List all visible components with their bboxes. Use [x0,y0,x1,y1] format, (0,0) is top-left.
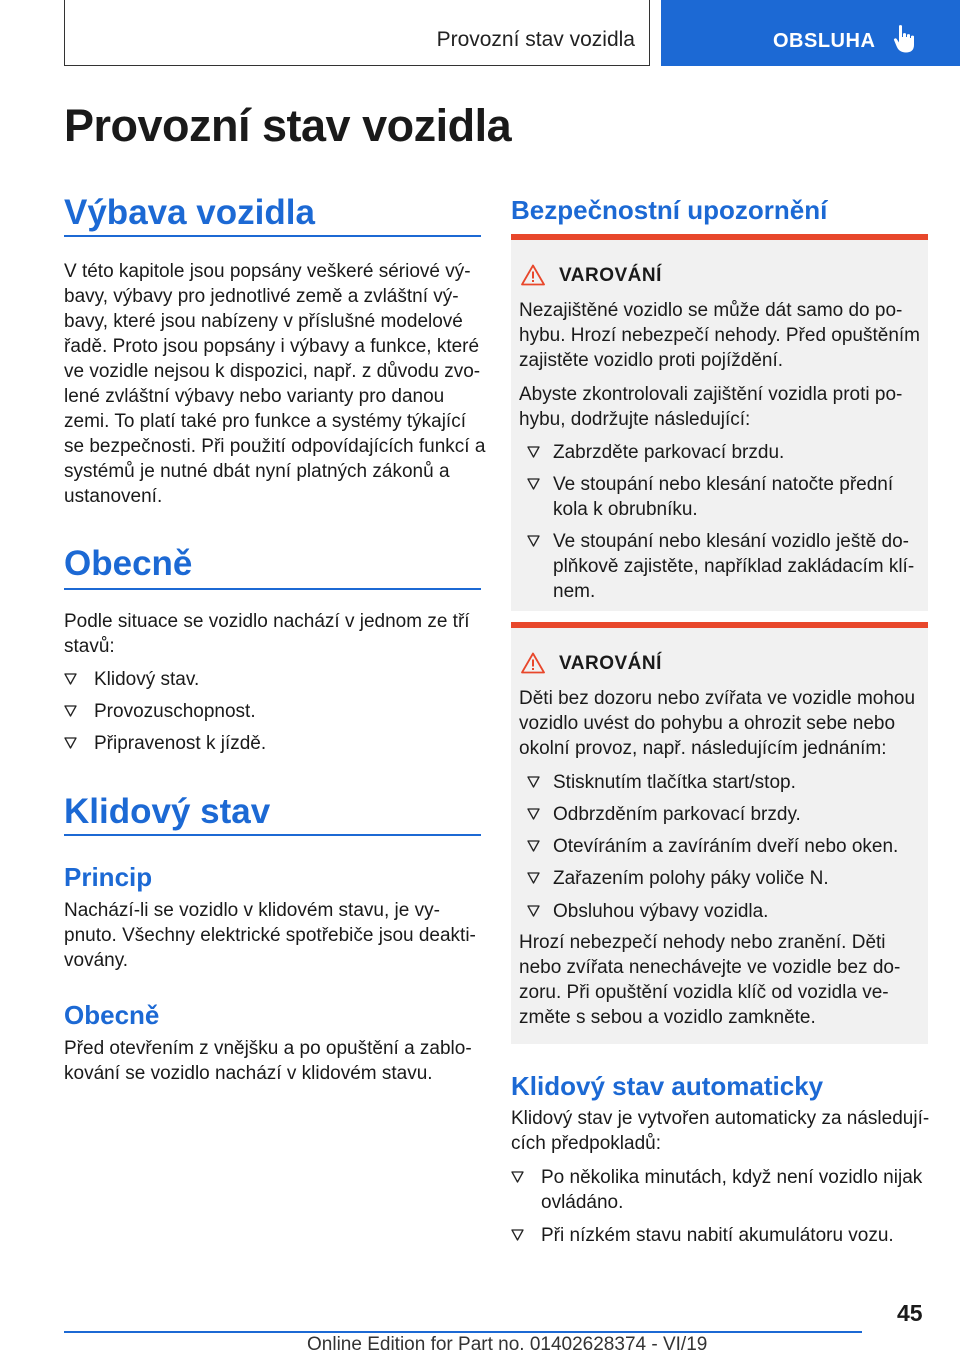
heading-rule [64,235,481,237]
triangle-bullet-icon [527,905,540,917]
text-line: Nachází-li se vozidlo v klidovém stavu, je vy‐ [64,900,440,921]
heading-obecne: Obecně [64,544,193,583]
warning-box-2 [511,622,928,1044]
triangle-bullet-icon [511,1171,524,1183]
text-line: bavy, výbavy pro jednotlivé země a zvláštní vý‐ [64,286,459,307]
text-line: Hrozí nebezpečí nehody nebo zranění. Děti [519,932,886,953]
text-line: ve vozidle nejsou k dispozici, např. z důvodu zvo‐ [64,361,481,382]
heading-rule [64,588,481,590]
list-item-text [553,529,914,604]
text-line: nem. [553,581,596,602]
text-line: Při nízkém stavu nabití akumulátoru vozu. [541,1225,894,1246]
footer-rule [64,1331,862,1333]
text-line: Klidový stav je vytvořen automaticky za následují‐ [511,1108,930,1129]
text-line: systémů je nutné dbát nyní platných zákonů a [64,461,450,482]
text-line: hybu. Hrozí nebezpečí nehody. Před opuštěním [519,325,921,346]
paragraph-obecne-sub [64,1036,481,1086]
triangle-bullet-icon [527,446,540,458]
text-line: Po několika minutách, když není vozidlo nijak [541,1167,923,1188]
text-line: kola k obrubníku. [553,499,698,520]
warning-triangle-icon [521,652,545,674]
warning-box-1 [511,234,928,611]
list-item-text [541,1165,922,1215]
text-line: bavy, které jsou nabízeny v příslušné modelové [64,311,463,332]
warning-paragraph [519,298,924,373]
text-line: Ve stoupání nebo klesání natočte přední [553,474,894,495]
text-line: řadě. Proto jsou popsány i výbavy a funkce, které [64,336,480,357]
warning-title: VAROVÁNÍ [559,265,662,286]
text-line: Nezajištěné vozidlo se může dát samo do po‐ [519,300,903,321]
hand-pointer-icon [893,24,919,54]
text-line: se bezpečnosti. Při použití odpovídajících funkcí a [64,436,486,457]
text-line: kování se vozidlo nachází v klidovém stavu. [64,1063,433,1084]
heading-princip: Princip [64,862,153,892]
text-line: nebo zvířata nenechávejte ve vozidle bez do‐ [519,957,901,978]
header-section-box [64,0,650,66]
warning-triangle-icon [521,264,545,286]
text-line: zajistěte vozidlo proti pojíždění. [519,350,784,371]
text-line: lené zvláštní výbavy nebo varianty pro danou [64,386,445,407]
page-number: 45 [897,1300,923,1326]
text-line: Před otevřením z vnějšku a po opuštění a zablo‐ [64,1038,472,1059]
heading-vybava-vozidla: Výbava vozidla [64,193,315,232]
text-line: Děti bez dozoru nebo zvířata ve vozidle mohou [519,688,916,709]
heading-rule [64,834,481,836]
triangle-bullet-icon [64,737,77,749]
header-chapter-label: OBSLUHA [773,30,876,52]
heading-klidovy-stav: Klidový stav [64,792,271,831]
text-line: plňkově zajistěte, například zakládacím klí‐ [553,556,915,577]
triangle-bullet-icon [527,840,540,852]
warning-paragraph [519,686,924,761]
list-item-text: Odbrzděním parkovací brzdy. [553,804,801,825]
text-line: změte s sebou a vozidlo zamkněte. [519,1007,816,1028]
triangle-bullet-icon [527,478,540,490]
text-line: stavů: [64,636,115,657]
text-line: V této kapitole jsou popsány veškeré sériové vý‐ [64,261,471,282]
list-item-text [553,440,784,465]
list-item-text: Klidový stav. [94,669,200,690]
text-line: okolní provoz, např. následujícím jednáním: [519,738,887,759]
text-line: zoru. Při opuštění vozidla klíč od vozidla ve‐ [519,982,889,1003]
list-item-text: Zařazením polohy páky voliče N. [553,868,829,889]
triangle-bullet-icon [64,673,77,685]
triangle-bullet-icon [527,535,540,547]
page-title: Provozní stav vozidla [64,100,512,151]
list-item-text [553,472,893,522]
triangle-bullet-icon [527,808,540,820]
paragraph-princip [64,898,481,973]
text-line: Abyste zkontrolovali zajištění vozidla proti po‐ [519,384,903,405]
footer-edition: Online Edition for Part no. 01402628374 - VI/19 [307,1334,708,1355]
text-line: pnuto. Všechny elektrické spotřebiče jsou deakti‐ [64,925,476,946]
list-item-text: Provozuschopnost. [94,701,256,722]
list-item-text: Obsluhou výbavy vozidla. [553,901,769,922]
paragraph-obecne [64,609,481,659]
paragraph-vybava [64,259,486,509]
text-line: hybu, dodržujte následující: [519,409,751,430]
header-chapter-tab[interactable] [661,0,960,66]
triangle-bullet-icon [64,705,77,717]
heading-obecne-sub: Obecně [64,1000,160,1030]
triangle-bullet-icon [511,1229,524,1241]
text-line: vovány. [64,950,129,971]
list-item-text: Připravenost k jízdě. [94,733,267,754]
triangle-bullet-icon [527,872,540,884]
text-line: Podle situace se vozidlo nachází v jednom ze tří [64,611,470,632]
list-item-text: Otevíráním a zavíráním dveří nebo oken. [553,836,899,857]
paragraph-automaticky [511,1106,928,1156]
warning-paragraph [519,382,924,432]
text-line: cích předpokladů: [511,1133,661,1154]
text-line: Zabrzděte parkovací brzdu. [553,442,785,463]
heading-klidovy-stav-automaticky: Klidový stav automaticky [511,1071,824,1101]
text-line: zemi. To platí také pro funkce a systémy týkající [64,411,466,432]
text-line: ustanovení. [64,486,163,507]
heading-bezpecnostni-upozorneni: Bezpečnostní upozornění [511,195,828,225]
text-line: Ve stoupání nebo klesání vozidlo ještě do‐ [553,531,909,552]
triangle-bullet-icon [527,776,540,788]
text-line: vozidlo uvést do pohybu a ohrozit sebe nebo [519,713,896,734]
list-item-text: Stisknutím tlačítka start/stop. [553,772,796,793]
warning-title: VAROVÁNÍ [559,653,662,674]
text-line: ovládáno. [541,1192,624,1213]
list-item-text [541,1223,894,1248]
warning-paragraph [519,930,924,1030]
header-section-title: Provozní stav vozidla [436,28,635,51]
